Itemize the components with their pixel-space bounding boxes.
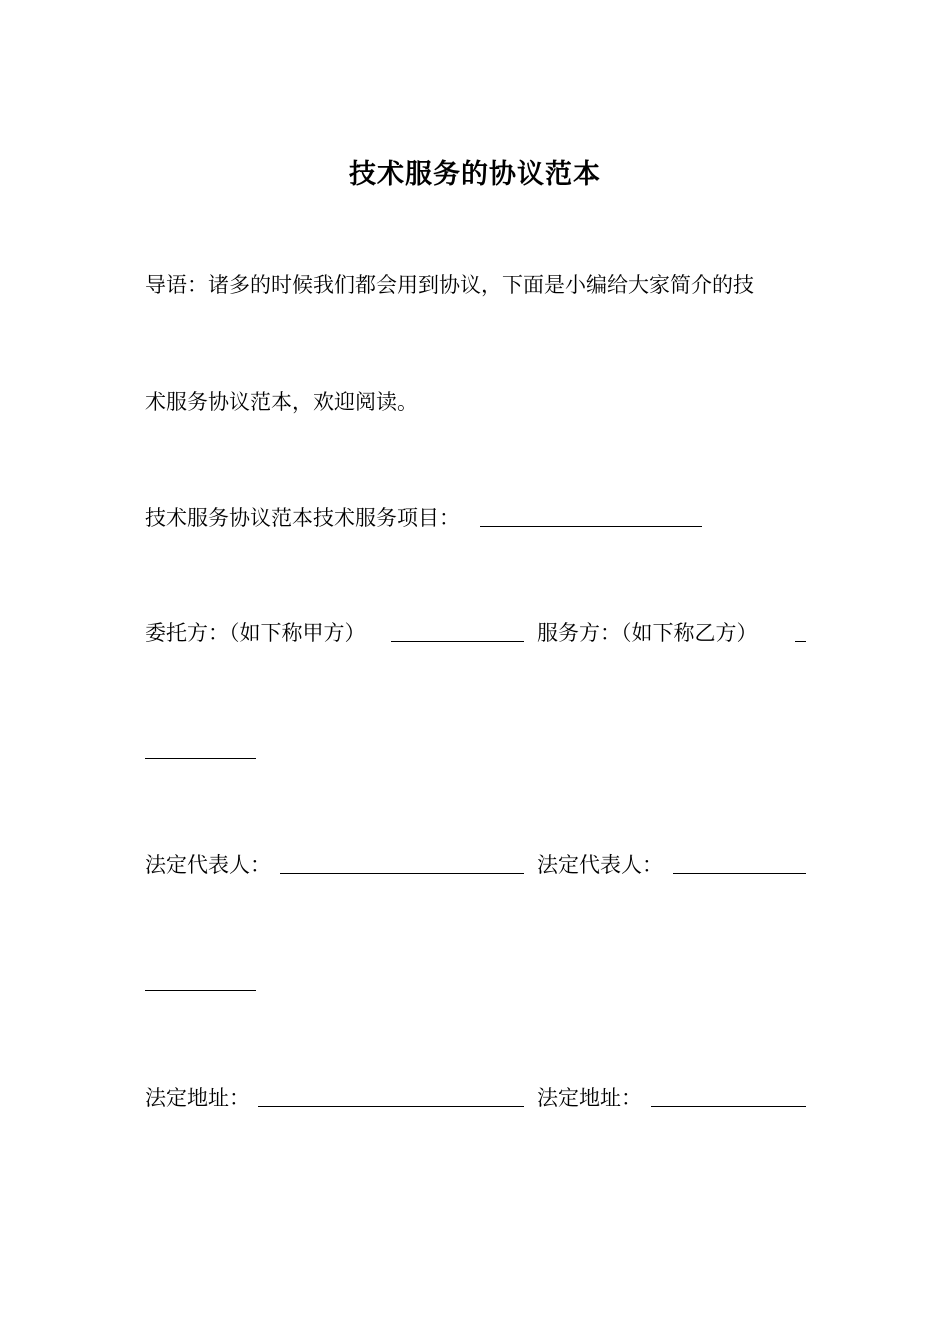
document-title: 技术服务的协议范本 — [349, 159, 601, 190]
provider-label: 服务方：（如下称乙方） — [537, 621, 758, 645]
legal-rep-label-b: 法定代表人： — [537, 853, 663, 877]
project-blank[interactable] — [480, 526, 702, 527]
intro-line-1: 导语：诸多的时候我们都会用到协议，下面是小编给大家简介的技 — [145, 273, 754, 297]
address-label-b: 法定地址： — [537, 1086, 642, 1110]
legal-rep-blank-b-cont[interactable] — [145, 990, 256, 991]
project-label: 技术服务协议范本技术服务项目： — [145, 506, 460, 530]
client-blank[interactable] — [391, 641, 524, 642]
address-blank-a[interactable] — [258, 1106, 524, 1107]
provider-blank-cont[interactable] — [145, 758, 256, 759]
intro-line-2: 术服务协议范本，欢迎阅读。 — [145, 390, 418, 414]
legal-rep-label-a: 法定代表人： — [145, 853, 271, 877]
address-blank-b[interactable] — [651, 1106, 806, 1107]
address-label-a: 法定地址： — [145, 1086, 250, 1110]
legal-rep-blank-a[interactable] — [280, 873, 524, 874]
legal-rep-blank-b[interactable] — [673, 873, 806, 874]
provider-blank-start[interactable] — [795, 641, 806, 642]
client-label: 委托方：（如下称甲方） — [145, 621, 366, 645]
